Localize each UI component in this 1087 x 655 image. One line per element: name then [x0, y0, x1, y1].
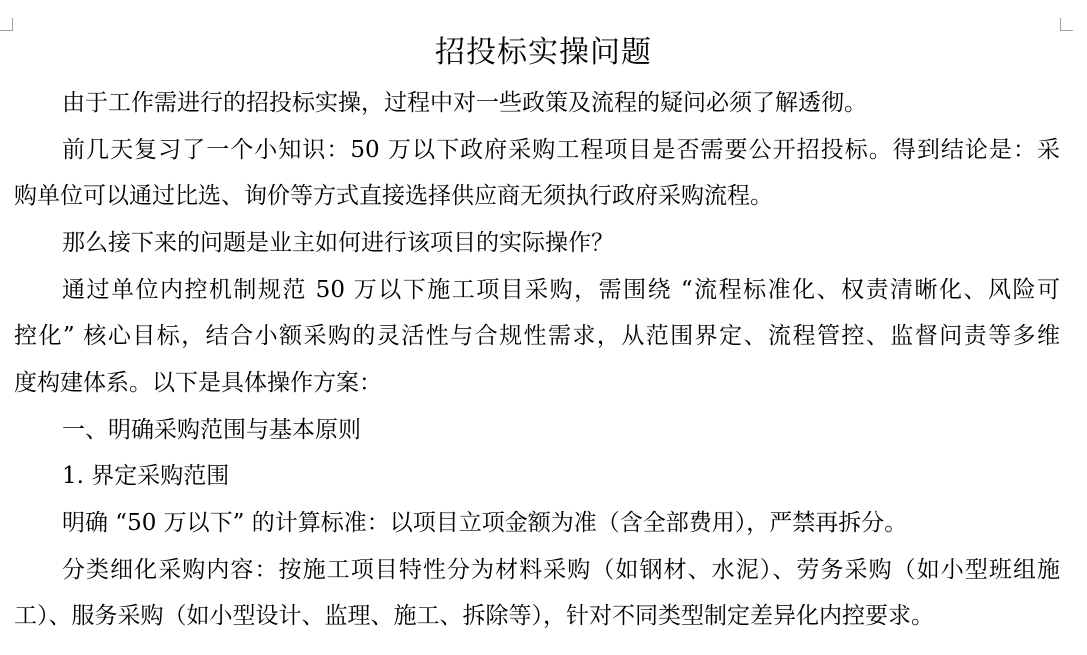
document-title: 招投标实操问题: [435, 35, 652, 70]
paragraph-line: 控化” 核心目标，结合小额采购的灵活性与合规性需求，从范围界定、流程管控、监督问责等多维: [14, 323, 1060, 349]
subsection-heading: 1. 界定采购范围: [62, 463, 230, 489]
paragraph-line: 工）、服务采购（如小型设计、监理、施工、拆除等），针对不同类型制定差异化内控要求。: [14, 603, 934, 629]
paragraph-line: 那么接下来的问题是业主如何进行该项目的实际操作？: [62, 230, 614, 256]
section-heading: 一、明确采购范围与基本原则: [62, 417, 361, 443]
paragraph-line: 通过单位内控机制规范 50 万以下施工项目采购，需围绕 “流程标准化、权责清晰化、风险可: [62, 277, 1060, 303]
margin-corner-mark: [1060, 18, 1073, 31]
paragraph-line: 度构建体系。以下是具体操作方案：: [14, 370, 382, 396]
paragraph-line: 明确 “50 万以下” 的计算标准：以项目立项金额为准（含全部费用），严禁再拆分。: [62, 510, 908, 536]
paragraph-line: 分类细化采购内容：按施工项目特性分为材料采购（如钢材、水泥）、劳务采购（如小型班组施: [62, 557, 1060, 583]
paragraph-line: 前几天复习了一个小知识：50 万以下政府采购工程项目是否需要公开招投标。得到结论是：采: [62, 137, 1060, 163]
paragraph-line: 购单位可以通过比选、询价等方式直接选择供应商无须执行政府采购流程。: [14, 183, 773, 209]
margin-corner-mark: [0, 18, 13, 31]
paragraph-line: 由于工作需进行的招投标实操，过程中对一些政策及流程的疑问必须了解透彻。: [62, 90, 867, 116]
